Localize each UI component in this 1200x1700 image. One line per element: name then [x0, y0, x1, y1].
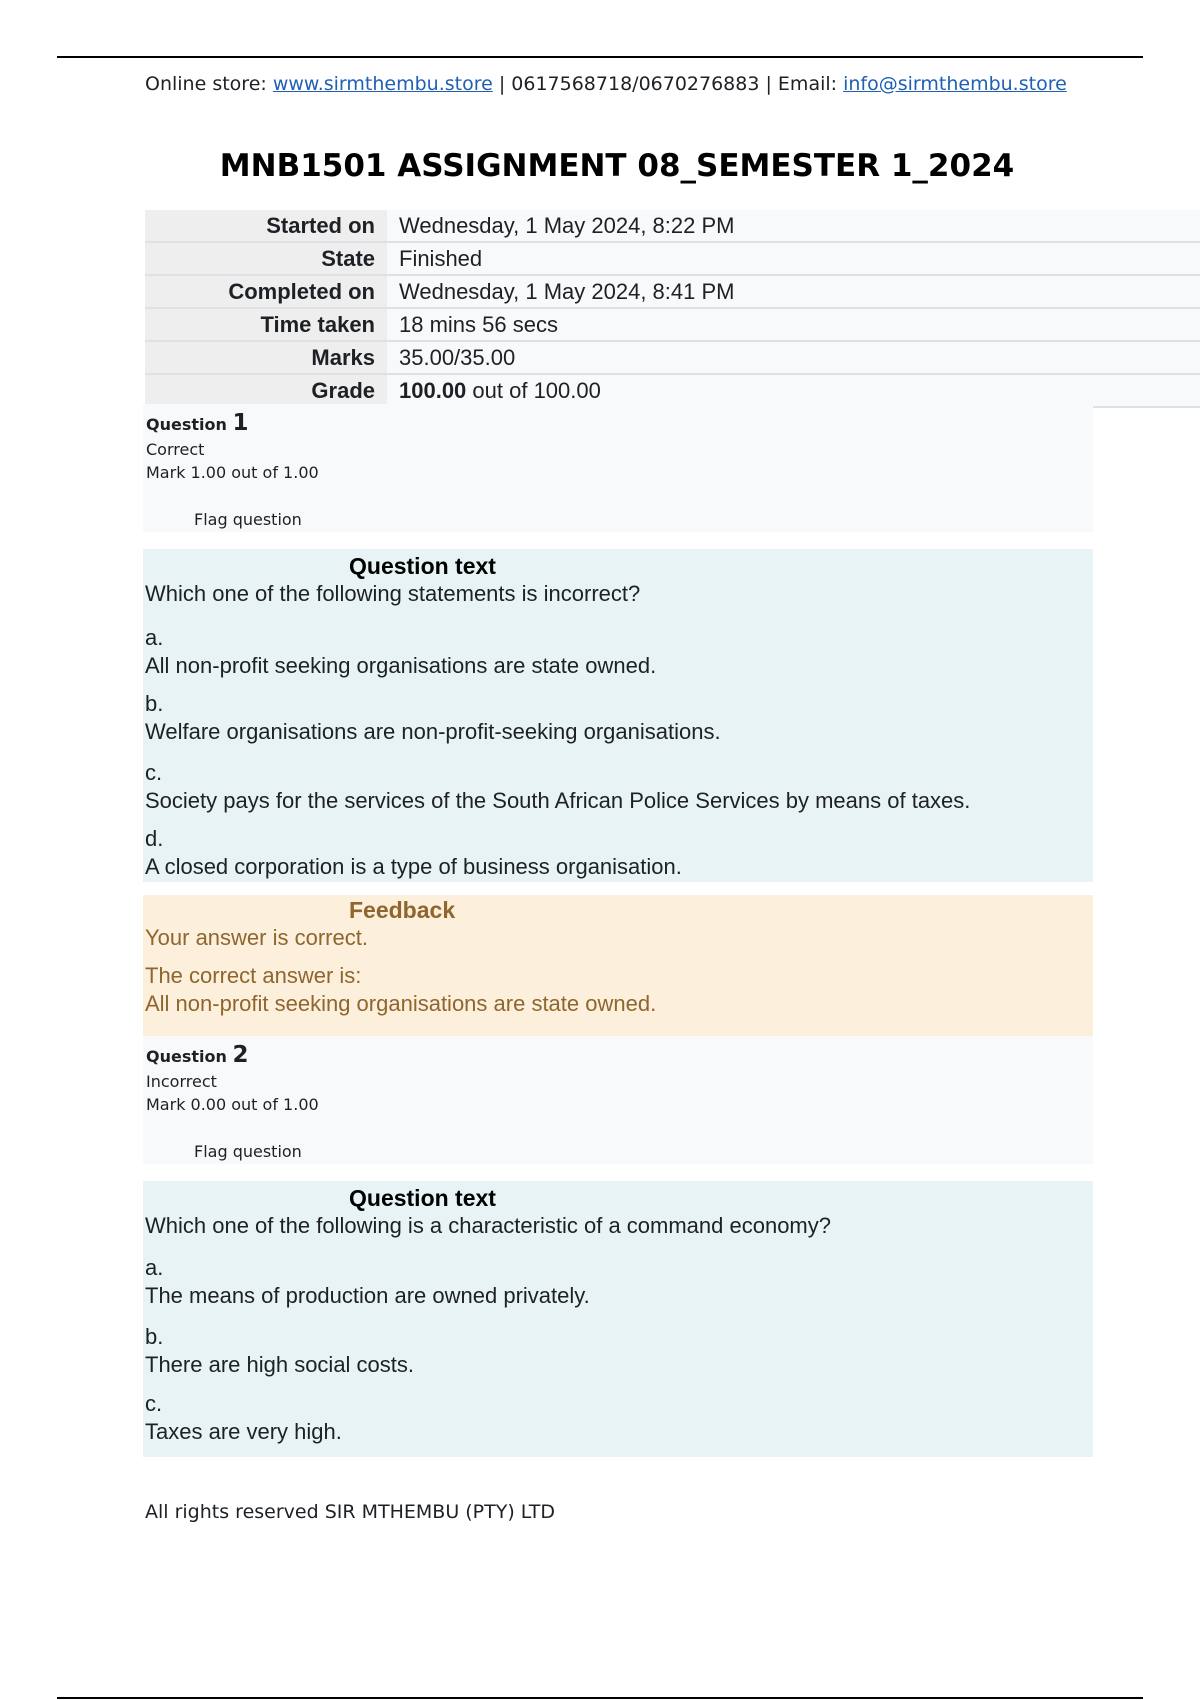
question-mark: Mark 0.00 out of 1.00 — [146, 1095, 319, 1114]
feedback-correct-answer: All non-profit seeking organisations are state owned. — [145, 991, 657, 1016]
store-label: Online store: — [145, 73, 273, 95]
store-link[interactable]: www.sirmthembu.store — [272, 73, 493, 95]
option-letter-b: b. — [145, 691, 164, 716]
question-text-heading: Question text — [349, 553, 496, 579]
flag-question-link[interactable]: Flag question — [194, 1142, 302, 1161]
question-prompt: Which one of the following is a characteristic of a command economy? — [145, 1213, 831, 1238]
option-letter-c: c. — [145, 760, 163, 785]
summary-value — [387, 374, 1200, 407]
summary-row-state — [145, 242, 1200, 275]
summary-label: State — [145, 242, 387, 275]
summary-row-time-taken — [145, 308, 1200, 341]
summary-label: Started on — [145, 210, 387, 242]
summary-label: Time taken — [145, 308, 387, 341]
feedback-result: Your answer is correct. — [145, 925, 368, 950]
summary-row-marks — [145, 341, 1200, 374]
summary-label: Grade — [145, 374, 387, 407]
document-title: MNB1501 ASSIGNMENT 08_SEMESTER 1_2024 — [219, 148, 1015, 184]
summary-value: Wednesday, 1 May 2024, 8:22 PM — [387, 210, 1200, 242]
option-b[interactable]: Welfare organisations are non-profit-seeking organisations. — [145, 719, 721, 744]
question-1-info — [143, 404, 1093, 532]
option-letter-a: a. — [145, 625, 164, 650]
question-state: Correct — [146, 440, 205, 459]
email-link[interactable]: info@sirmthembu.store — [843, 73, 1067, 95]
question-2-text-box — [143, 1181, 1093, 1457]
option-a[interactable]: The means of production are owned privately. — [145, 1283, 590, 1308]
question-1-text-box — [143, 549, 1093, 882]
question-1-feedback — [143, 895, 1093, 1036]
question-prompt: Which one of the following statements is incorrect? — [145, 581, 641, 606]
question-number: Question 2 — [146, 1042, 249, 1068]
summary-value: Finished — [387, 242, 1200, 275]
summary-row-started — [145, 210, 1200, 242]
option-c[interactable]: Taxes are very high. — [145, 1419, 342, 1444]
top-rule — [57, 56, 1143, 58]
bottom-rule — [57, 1697, 1143, 1699]
summary-value: 35.00/35.00 — [387, 341, 1200, 374]
summary-row-grade — [145, 374, 1200, 407]
feedback-correct-label: The correct answer is: — [145, 963, 362, 988]
summary-value: Wednesday, 1 May 2024, 8:41 PM — [387, 275, 1200, 308]
option-letter-b: b. — [145, 1324, 164, 1349]
option-b[interactable]: There are high social costs. — [145, 1352, 415, 1377]
grade-out-of: out of 100.00 — [466, 377, 601, 403]
summary-value: 18 mins 56 secs — [387, 308, 1200, 341]
summary-label: Completed on — [145, 275, 387, 308]
copyright-footer: All rights reserved SIR MTHEMBU (PTY) LTD — [145, 1501, 556, 1523]
option-d[interactable]: A closed corporation is a type of business organisation. — [145, 854, 682, 879]
question-state: Incorrect — [146, 1072, 217, 1091]
phone-numbers: | 0617568718/0670276883 | Email: — [492, 73, 844, 95]
feedback-heading: Feedback — [349, 897, 456, 923]
page-header — [145, 73, 1067, 95]
option-c[interactable]: Society pays for the services of the South African Police Services by means of taxes. — [145, 788, 971, 813]
option-letter-a: a. — [145, 1255, 164, 1280]
attempt-summary-table — [145, 210, 1200, 408]
option-a[interactable]: All non-profit seeking organisations are state owned. — [145, 653, 657, 678]
question-mark: Mark 1.00 out of 1.00 — [146, 463, 319, 482]
flag-question-link[interactable]: Flag question — [194, 510, 302, 529]
question-number: Question 1 — [146, 410, 249, 436]
summary-row-completed — [145, 275, 1200, 308]
summary-label: Marks — [145, 341, 387, 374]
option-letter-d: d. — [145, 826, 164, 851]
option-letter-c: c. — [145, 1391, 163, 1416]
grade-score: 100.00 — [399, 377, 467, 403]
question-text-heading: Question text — [349, 1185, 496, 1211]
question-2-info — [143, 1036, 1093, 1164]
